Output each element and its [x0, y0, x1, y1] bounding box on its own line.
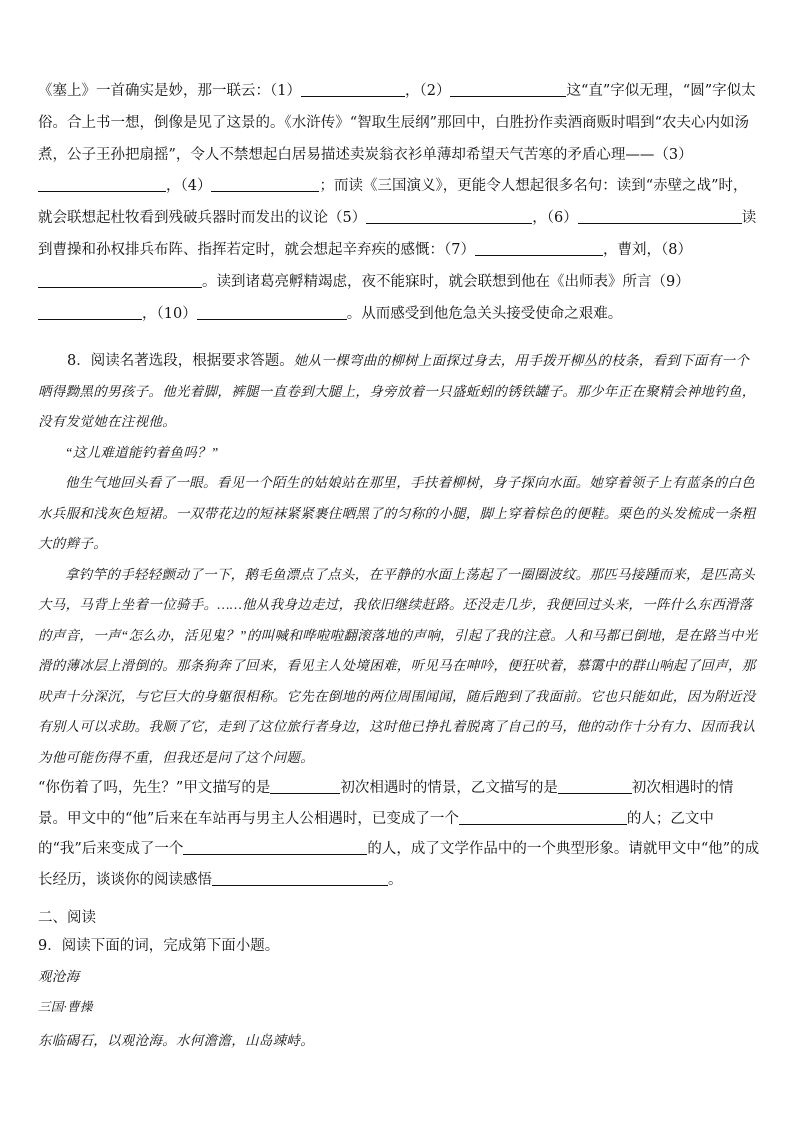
- q7-text-11: 。从而感受到他危急关头接受使命之艰难。: [346, 305, 623, 322]
- answer-blank-q8-1[interactable]: [270, 779, 340, 794]
- q7-text-8: ，曹刘，（8）: [602, 241, 692, 258]
- answer-blank-q8-4[interactable]: [183, 840, 367, 855]
- q8-paragraph-5: [38, 773, 760, 895]
- question-7-passage: [38, 76, 760, 330]
- q7-text-4: ，（4）: [166, 178, 212, 195]
- answer-blank-6[interactable]: [578, 209, 742, 224]
- q8-paragraph-2: “这儿难道能钓着鱼吗？”: [65, 444, 219, 460]
- q7-text-2: ，（2）: [404, 83, 451, 99]
- section-heading: 二、阅读: [38, 910, 96, 926]
- poem-line-1: 东临碣石，以观沧海。水何澹澹，山岛竦峙。: [38, 1033, 314, 1048]
- q7-text-6: ，（6）: [532, 210, 578, 227]
- poem-author: 三国·曹操: [38, 1000, 93, 1014]
- answer-blank-2[interactable]: [450, 82, 566, 97]
- q8-text-b: 甲文描写的是: [183, 780, 271, 796]
- q8-text-d: 初次相遇时的情景。甲文中的“他”后来在车站再与男主人公相遇时，已变成了一个: [38, 780, 734, 827]
- question-8-passage: [38, 346, 760, 895]
- q8-quote: “你伤着了吗，先生？”: [38, 780, 184, 796]
- q7-text-10: ，（10）: [142, 305, 197, 322]
- q8-paragraph-4: 拿钓竿的手轻轻颤动了一下，鹅毛鱼漂点了点头，在平静的水面上荡起了一圈圈波纹。那匹马接踵而来，是匹高头大马，马背上坐着一位骑手。……他从我身边走过，我依旧继续赶路。还没走几步，我便回过头来，一阵什么东西滑落的声音，一声“怎么办，活见鬼？”的叫喊和哗啦啦翻滚落地的声响，引起了我的注意。人和马都已倒地，是在路当中光滑的薄冰层上滑倒的。那条狗奔了回来，看见主人处境困难，听见马在呻吟，便狂吠着，慕霭中的群山响起了回声，那吠声十分深沉，与它巨大的身躯很相称。它先在倒地的两位周围闻闻，随后跑到了我面前。它也只能如此，因为附近没有别人可以求助。我顺了它，走到了这位旅行者身边，这时他已挣扎着脱离了自己的马，他的动作十分有力、因而我认为他可能伤得不重，但我还是问了这个问题。: [38, 566, 758, 765]
- q7-text-3: 这“直”字似无理，“圆”字似太俗。合上书一想，倒像是见了这景的。《水浒传》“智取生辰纲”那回中，白胜扮作卖酒商贩时唱到“农夫心内如汤煮，公子王孙把扇摇”，令人不禁想起白居易描述卖炭翁衣衫单薄却希望天气苦寒的矛盾心理——（3）: [38, 83, 756, 163]
- question-9-prompt: 9．阅读下面的词，完成第下面小题。: [38, 938, 280, 954]
- answer-blank-9[interactable]: [38, 305, 142, 320]
- answer-blank-q8-5[interactable]: [212, 871, 388, 886]
- answer-blank-7[interactable]: [475, 241, 603, 256]
- q8-text-g: 。: [388, 871, 403, 888]
- q8-text-e: 的人；乙文中的“我”后来变成了一个: [38, 810, 714, 857]
- answer-blank-5[interactable]: [366, 209, 532, 224]
- q8-paragraph-3: 他生气地回头看了一眼。看见一个陌生的姑娘站在那里，手扶着柳树，身子探向水面。她穿着领子上有蓝条的白色水兵服和浅灰色短裙。一双带花边的短袜紧紧裹住晒黑了的匀称的小腿，脚上穿着棕色的便鞋。栗色的头发梳成一条粗大的辫子。: [38, 475, 756, 551]
- answer-blank-10[interactable]: [197, 305, 347, 320]
- answer-blank-3[interactable]: [38, 177, 166, 192]
- poem-title: 观沧海: [38, 969, 80, 984]
- q7-text-7: 读到曹操和孙权排兵布阵、指挥若定时，就会想起辛弃疾的感慨：（7）: [38, 210, 757, 258]
- q7-text-5: ；而读《三国演义》，更能令人想起很多名句：读到“赤壁之战”时，就会联想起杜牧看到残破兵器时而发出的议论（5）: [38, 178, 748, 227]
- q8-text-f: 的人，成了文学作品中的一个典型形象。请就甲文中“他”的成长经历，谈谈你的阅读感悟: [38, 841, 760, 888]
- answer-blank-8[interactable]: [38, 273, 202, 288]
- q7-text-9: 。读到诸葛亮孵精竭虑，夜不能寐时，就会联想到他在《出师表》所言（9）: [202, 273, 690, 290]
- answer-blank-q8-3[interactable]: [459, 810, 627, 825]
- q7-text-1: 《塞上》一首确实是妙，那一联云：（1）: [38, 83, 301, 99]
- q8-text-c: 初次相遇时的情景，乙文描写的是: [340, 780, 558, 796]
- answer-blank-q8-2[interactable]: [558, 779, 632, 794]
- answer-blank-1[interactable]: [301, 82, 405, 97]
- q8-lead: 8．阅读名著选段，根据要求答题。: [67, 353, 294, 369]
- q8-paragraph-1: [38, 346, 760, 438]
- q8-excerpt-1: 她从一棵弯曲的柳树上面探过身去，用手拨开柳丛的枝条，看到下面有一个晒得黝黑的男孩子。他光着脚，裤腿一直卷到大腿上，身旁放着一只盛蚯蚓的锈铁罐子。那少年正在聚精会神地钓鱼，没有发觉她在注视他。: [38, 353, 756, 429]
- answer-blank-4[interactable]: [211, 177, 319, 192]
